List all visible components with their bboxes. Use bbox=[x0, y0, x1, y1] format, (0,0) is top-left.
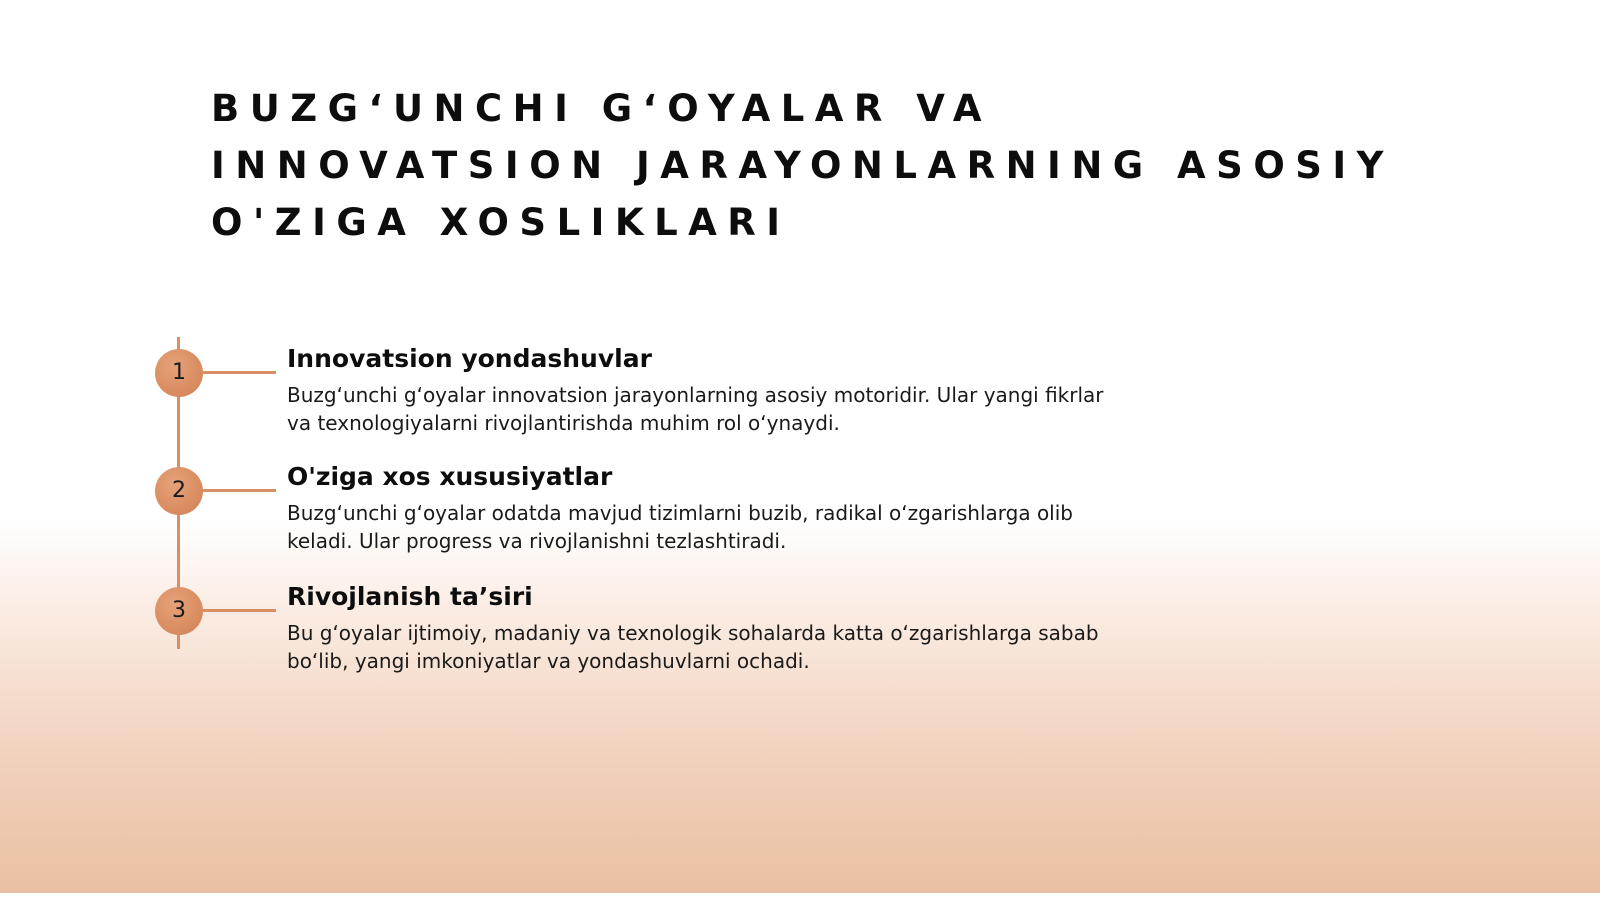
step-connector bbox=[203, 609, 276, 612]
step-number-badge: 2 bbox=[155, 467, 203, 515]
step-description: Buzg‘unchi g‘oyalar odatda mavjud tizimlarni buzib, radikal o‘zgarishlarga olib keladi. Ular progress va rivojlanishni tezlashtiradi. bbox=[287, 501, 1073, 553]
step-connector bbox=[203, 371, 276, 374]
step-number-badge: 3 bbox=[155, 587, 203, 635]
step-title: O'ziga xos xususiyatlar bbox=[287, 462, 613, 491]
step-description: Bu g‘oyalar ijtimoiy, madaniy va texnologik sohalarda katta o‘zgarishlarga sabab bo‘lib, yangi imkoniyatlar va yondashuvlarni ochadi. bbox=[287, 621, 1099, 673]
slide-title: BUZG‘UNCHI G‘OYALAR VA INNOVATSION JARAYONLARNING ASOSIY O'ZIGA XOSLIKLARI bbox=[211, 87, 1394, 244]
timeline-step-3 bbox=[0, 575, 1200, 685]
step-title: Rivojlanish ta’siri bbox=[287, 582, 533, 611]
step-title: Innovatsion yondashuvlar bbox=[287, 344, 652, 373]
step-connector bbox=[203, 489, 276, 492]
timeline-step-1 bbox=[0, 337, 1200, 447]
step-number-badge: 1 bbox=[155, 349, 203, 397]
step-description: Buzg‘unchi g‘oyalar innovatsion jarayonlarning asosiy motoridir. Ular yangi fikrlar va texnologiyalarni rivojlantirishda muhim rol o‘ynaydi. bbox=[287, 383, 1104, 435]
timeline-step-2 bbox=[0, 455, 1200, 565]
bottom-edge bbox=[0, 893, 1600, 899]
